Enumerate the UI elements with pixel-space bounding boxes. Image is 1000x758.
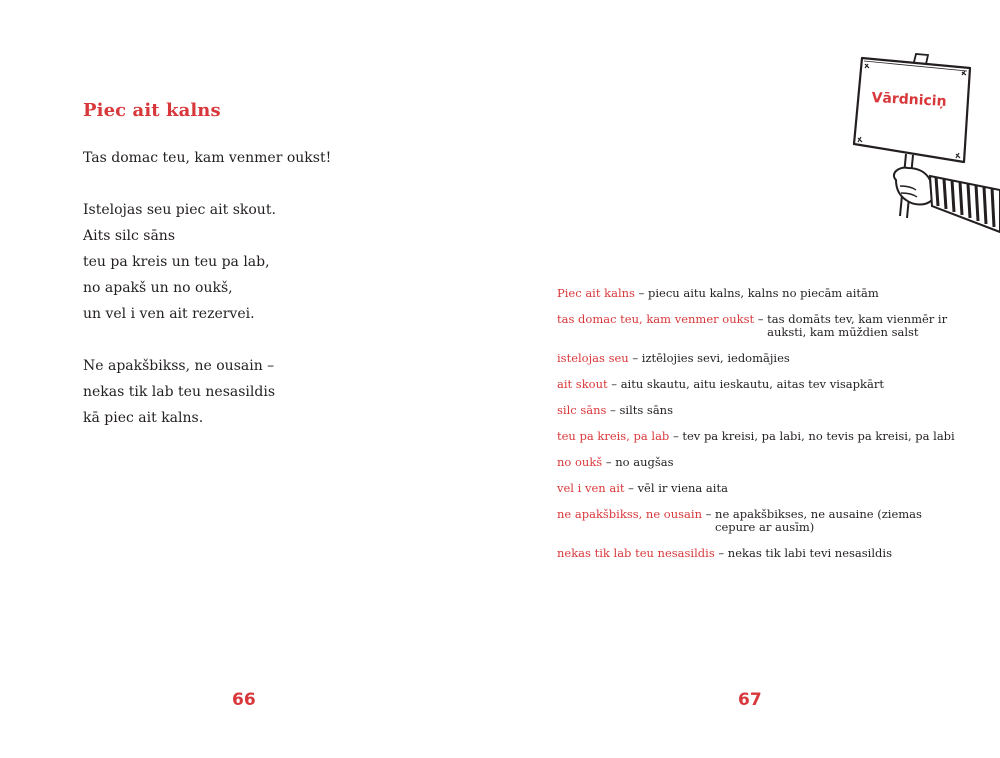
glossary-entry xyxy=(557,352,957,365)
glossary-separator: – xyxy=(754,312,768,326)
glossary-entry xyxy=(557,404,957,417)
sign-illustration xyxy=(830,40,1000,240)
poem-line: Tas domac teu, kam venmer oukst! xyxy=(83,150,332,166)
glossary xyxy=(557,287,957,573)
glossary-entry xyxy=(557,456,957,469)
page-number: 66 xyxy=(232,690,256,710)
poem-line: kā piec ait kalns. xyxy=(83,410,204,426)
stanza xyxy=(83,197,331,327)
sign-label: Vārdniciņ xyxy=(871,90,947,110)
poem-line: no apakš un no oukš, xyxy=(83,280,233,296)
glossary-term: no oukš xyxy=(557,455,603,469)
right-page xyxy=(500,0,1000,758)
stanza xyxy=(83,353,331,431)
glossary-separator: – xyxy=(634,286,649,300)
glossary-separator: – xyxy=(669,429,683,443)
glossary-definition: no augšas xyxy=(615,455,674,469)
glossary-separator: – xyxy=(602,455,616,469)
glossary-separator: – xyxy=(607,377,621,391)
glossary-definition: silts sāns xyxy=(619,403,673,417)
glossary-definition: piecu aitu kalns, kalns no piecām aitām xyxy=(648,286,879,300)
poem-line: nekas tik lab teu nesasildis xyxy=(83,384,276,400)
glossary-term: vel i ven ait xyxy=(557,481,625,495)
glossary-definition: vēl ir viena aita xyxy=(637,481,728,495)
glossary-definition: tas domāts tev, kam vienmēr ir auksti, kam mūždien salst xyxy=(767,312,948,339)
poem-body xyxy=(83,145,331,457)
glossary-separator: – xyxy=(714,546,728,560)
glossary-definition: iztēlojies sevi, iedomājies xyxy=(641,351,790,365)
glossary-term: istelojas seu xyxy=(557,351,629,365)
poem-line: Ne apakšbikss, ne ousain – xyxy=(83,358,275,374)
poem-line: teu pa kreis un teu pa lab, xyxy=(83,254,270,270)
glossary-separator: – xyxy=(701,507,716,521)
poem-line: Istelojas seu piec ait skout. xyxy=(83,202,276,218)
glossary-definition: tev pa kreisi, pa labi, no tevis pa kreisi, pa labi xyxy=(682,429,955,443)
glossary-term: Piec ait kalns xyxy=(557,286,635,300)
poem-line: Aits silc sāns xyxy=(83,228,176,244)
glossary-entry xyxy=(557,430,957,443)
stanza xyxy=(83,145,331,171)
glossary-term: nekas tik lab teu nesasildis xyxy=(557,546,715,560)
poem-title: Piec ait kalns xyxy=(83,100,221,121)
glossary-definition: ne apakšbikses, ne ausaine (ziemas cepure ar ausīm) xyxy=(715,507,922,534)
glossary-entry xyxy=(557,482,957,495)
glossary-separator: – xyxy=(624,481,638,495)
glossary-term: silc sāns xyxy=(557,403,607,417)
glossary-definition: nekas tik labi tevi nesasildis xyxy=(727,546,892,560)
page-number: 67 xyxy=(738,690,762,710)
glossary-entry xyxy=(557,378,957,391)
glossary-term: tas domac teu, kam venmer oukst xyxy=(557,312,755,326)
glossary-entry xyxy=(557,313,957,339)
glossary-entry xyxy=(557,508,957,534)
poem-line: un vel i ven ait rezervei. xyxy=(83,306,255,322)
glossary-entry xyxy=(557,547,957,560)
glossary-term: ne apakšbikss, ne ousain xyxy=(557,507,702,521)
hand-holding-sign-icon xyxy=(830,40,1000,240)
glossary-separator: – xyxy=(628,351,642,365)
glossary-entry xyxy=(557,287,957,300)
glossary-separator: – xyxy=(606,403,620,417)
glossary-definition: aitu skautu, aitu ieskautu, aitas tev visapkārt xyxy=(620,377,884,391)
glossary-term: ait skout xyxy=(557,377,608,391)
glossary-term: teu pa kreis, pa lab xyxy=(557,429,670,443)
